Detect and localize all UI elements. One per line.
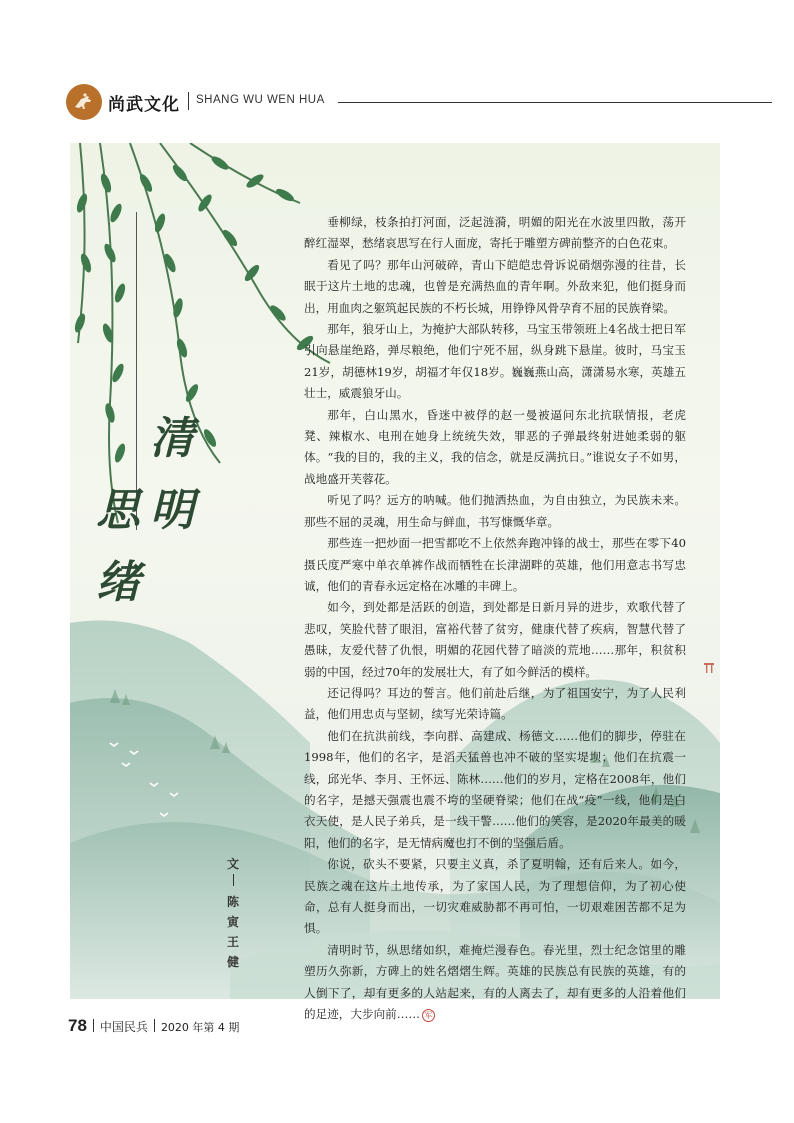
title-char: 清 (150, 413, 194, 464)
header-rule (338, 102, 772, 103)
footer-separator (154, 1019, 155, 1032)
author-name-char: 健 (226, 955, 239, 969)
section-title-en: SHANG WU WEN HUA (196, 94, 325, 106)
page-header (66, 82, 776, 122)
author-divider (233, 874, 234, 886)
article-paragraph: 那年，狼牙山上，为掩护大部队转移，马宝玉带领班上4名战士把日军引向悬崖绝路，弹尽粮绝，他们宁死不屈，纵身跳下悬崖。彼时，马宝玉21岁，胡德林19岁，胡福才年仅18岁。巍巍燕山高，潇潇易水寒，英雄五壮士，威震狼牙山。 (304, 322, 686, 401)
author-name-char: 寅 (226, 915, 239, 929)
article-paragraph: 那年，白山黑水，昏迷中被俘的赵一曼被逼问东北抗联情报，老虎凳、辣椒水、电刑在她身上统统失效，罪恶的子弹最终射进她柔弱的躯体。“我的目的，我的主义，我的信念，就是反满抗日。”谁说女子不如男，战地盛开芙蓉花。 (304, 407, 686, 486)
title-char: 明 (150, 485, 194, 536)
page-footer (68, 1016, 239, 1036)
article-body (304, 212, 686, 1025)
author-name-char: 陈 (226, 895, 239, 909)
author-byline (226, 854, 240, 972)
end-mark-icon: 军 (422, 1009, 435, 1022)
section-title-cn: 尚武文化 (108, 95, 180, 115)
footer-separator (93, 1019, 94, 1032)
article-paragraph: 还记得吗？耳边的誓言。他们前赴后继，为了祖国安宁，为了人民利益，他们用忠贞与坚韧，续写光荣诗篇。 (304, 685, 686, 722)
article-paragraph-text: 清明时节，纵思绪如织，难掩烂漫春色。春光里，烈士纪念馆里的雕塑历久弥新，方碑上的姓名熠熠生辉。英雄的民族总有民族的英雄，有的人倒下了，却有更多的人站起来，有的人离去了，却有更多的人沿着他们的足迹，大步向前…… (304, 942, 686, 1022)
title-char: 思 (96, 485, 140, 536)
title-char: 绪 (96, 557, 140, 608)
header-separator (188, 92, 189, 110)
issue-label: 2020 年第 4 期 (160, 1021, 240, 1034)
author-name-char: 王 (226, 935, 239, 949)
article-paragraph: 如今，到处都是活跃的创造，到处都是日新月异的进步，欢歌代替了悲叹，笑脸代替了眼泪，富裕代替了贫穷，健康代替了疾病，智慧代替了愚昧，友爱代替了仇恨，明媚的花园代替了暗淡的荒地……那年，积贫积弱的中国，经过70年的发展壮大，有了如今鲜活的模样。 (304, 600, 686, 679)
article-paragraph: 那些连一把炒面一把雪都吃不上依然奔跑冲锋的战士，那些在零下40摄氏度严寒中单衣单裤作战而牺牲在长津湖畔的英雄，他们用意志书写忠诚，他们的青春永远定格在冰雕的丰碑上。 (304, 536, 686, 593)
author-prefix: 文 (226, 857, 239, 871)
article-paragraph: 他们在抗洪前线，李向群、高建成、杨德文……他们的脚步，停驻在1998年，他们的名字，是滔天猛兽也冲不破的坚实堤坝；他们在抗震一线，邱光华、李月、王怀远、陈林……他们的岁月，定格在2008年，他们的名字，是撼天强震也震不垮的坚硬脊梁；他们在战“疫”一线，他们是白衣天使，是人民子弟兵，是一线干警……他们的笑容，是2020年最美的暖阳，他们的名字，是无情病魔也打不倒的坚强后盾。 (304, 728, 686, 850)
page-number: 78 (68, 1016, 87, 1035)
magazine-name: 中国民兵 (99, 1020, 148, 1034)
horse-rider-icon (66, 84, 102, 120)
article-paragraph: 垂柳绿，枝条拍打河面，泛起涟漪，明媚的阳光在水波里四散，荡开醉红湿翠，愁绪哀思写在行人面庞，寄托于雕塑方碑前整齐的白色花束。 (304, 215, 686, 251)
article-paragraph: 听见了吗？远方的呐喊。他们抛洒热血，为自由独立，为民族未来。那些不屈的灵魂，用生命与鲜血，书写慷慨华章。 (304, 493, 686, 529)
article-paragraph: 你说，砍头不要紧，只要主义真，杀了夏明翰，还有后来人。如今，民族之魂在这片土地传承，为了家国人民，为了理想信仰，为了初心使命，总有人挺身而出，一切灾难威胁都不再可怕，一切艰难困苦都不足为惧。 (304, 857, 686, 936)
article-paragraph-last (304, 940, 686, 1026)
article-paragraph: 看见了吗？那年山河破碎，青山下皑皑忠骨诉说硝烟弥漫的往昔，长眠于这片土地的忠魂，也曾是充满热血的青年啊。外敌来犯，他们挺身而出，用血肉之躯筑起民族的不朽长城，用铮铮风骨孕育不屈的民族脊梁。 (304, 257, 686, 315)
